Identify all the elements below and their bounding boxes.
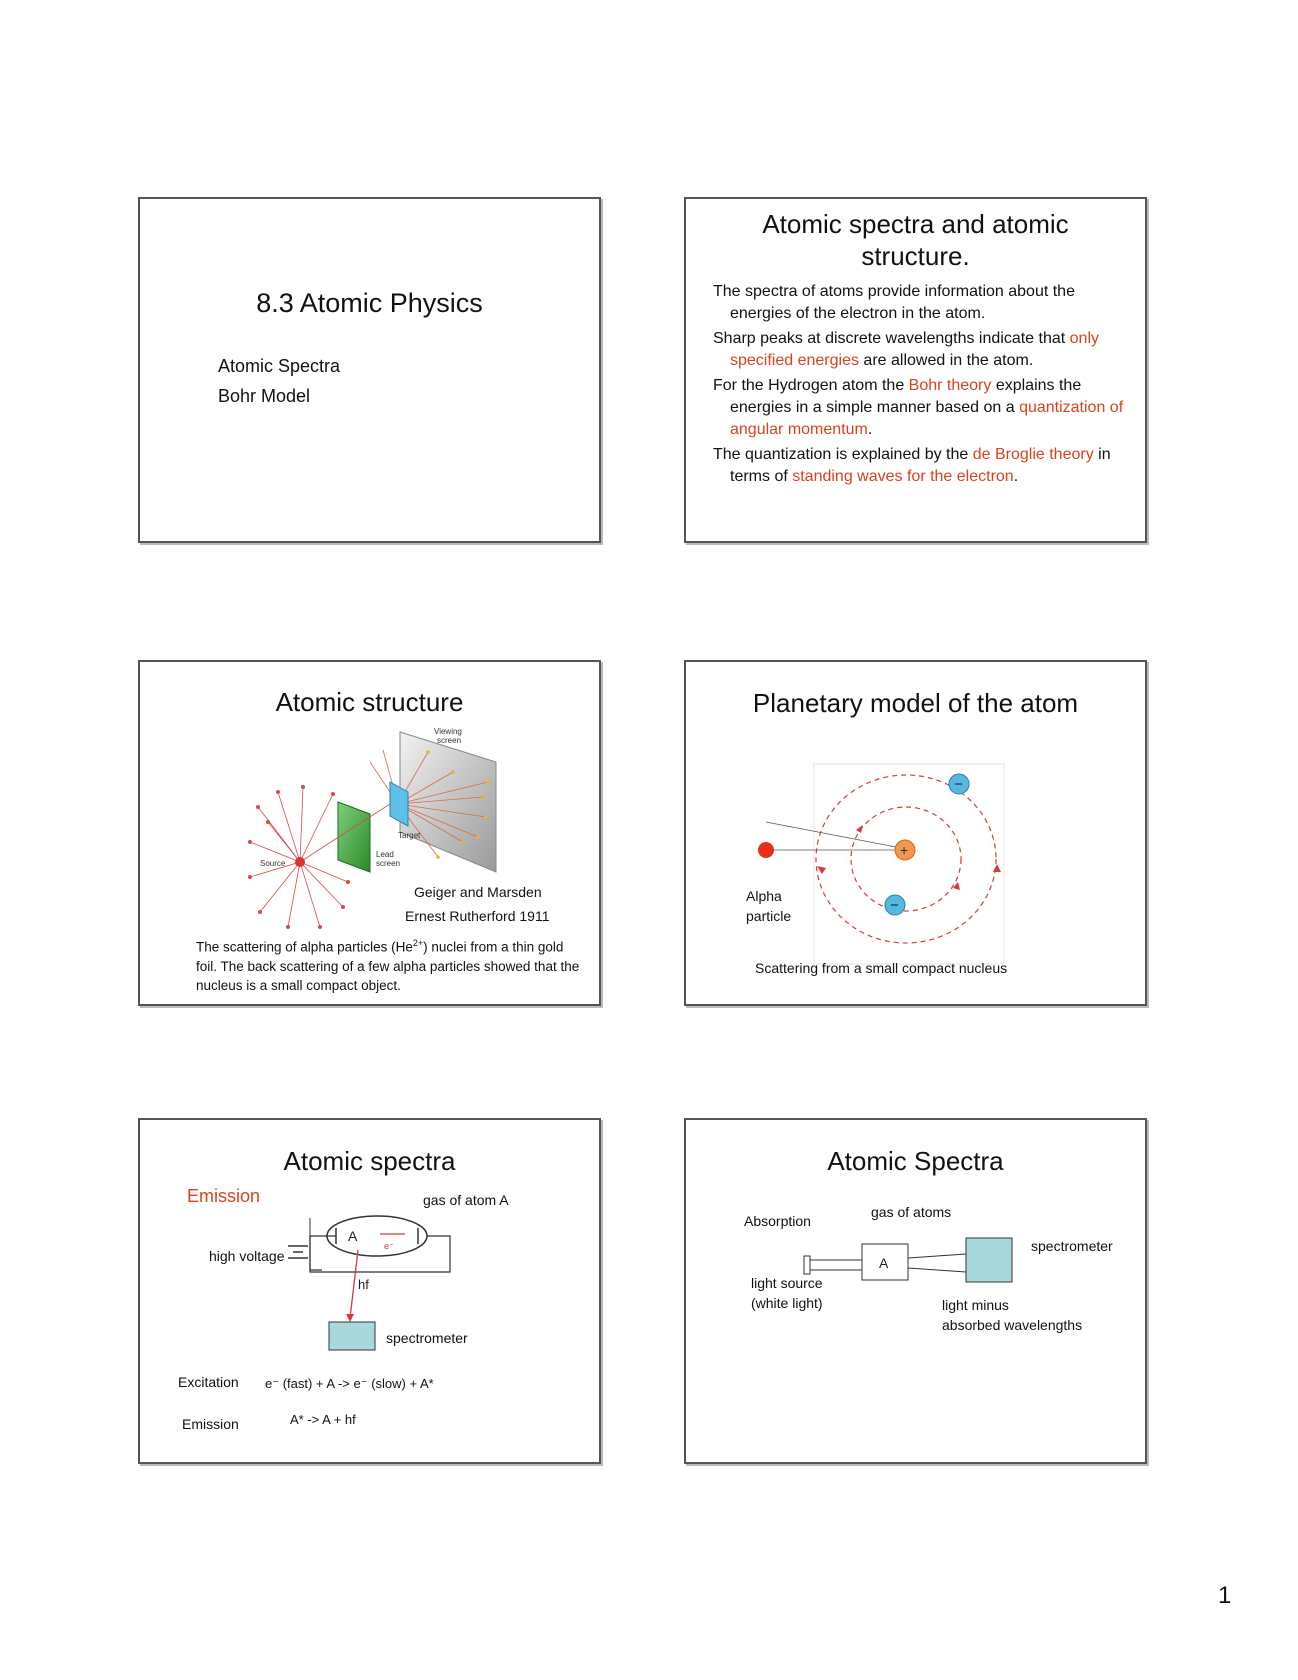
circuit-loop (310, 1218, 327, 1236)
source-label: Source (260, 859, 286, 868)
slide-atomic-spectra-absorption (684, 1118, 1147, 1464)
figure-caption (196, 934, 587, 995)
bullet-3-highlight-1: Bohr theory (908, 377, 992, 394)
slide-heading: Atomic spectra (283, 1146, 456, 1176)
viewing-screen-label-2: screen (437, 736, 462, 745)
gas-label: gas of atom A (423, 1192, 509, 1208)
slide-heading: Planetary model of the atom (752, 688, 1079, 718)
bullet-4-highlight-2: standing waves for the electron (792, 468, 1014, 485)
bullet-3-highlight-2: quantization of angular momentum (730, 399, 1124, 438)
hf-label: hf (358, 1277, 369, 1292)
alpha-particle-label-1: Alpha (746, 888, 782, 904)
light-source-label-2: (white light) (751, 1295, 823, 1311)
slide-title (138, 197, 601, 543)
light-minus-label-1: light minus (942, 1297, 1009, 1313)
credit-geiger-marsden: Geiger and Marsden (414, 884, 542, 900)
caption-superscript: 2+ (412, 938, 424, 948)
figure-caption: Scattering from a small compact nucleus (755, 960, 1008, 976)
slide-heading: Atomic spectra and atomic structure. (762, 209, 1069, 271)
spectrometer-box (329, 1322, 375, 1350)
alpha-particle (758, 842, 774, 858)
spectrometer-label: spectrometer (1031, 1238, 1113, 1254)
slide-planetary-model (684, 660, 1147, 1006)
emission-equation: A* -> A + hf (290, 1412, 356, 1427)
alpha-particle-label-2: particle (746, 908, 792, 924)
absorption-label: Absorption (744, 1213, 811, 1229)
excitation-label: Excitation (178, 1374, 239, 1390)
emission-label: Emission (182, 1416, 239, 1432)
alpha-source (295, 857, 305, 867)
lead-screen-label-1: Lead (376, 850, 394, 859)
slide-title-item-2: Bohr Model (218, 386, 311, 406)
light-source-label-1: light source (751, 1275, 823, 1291)
rutherford-experiment-figure (248, 722, 508, 932)
bullet-1-text: The spectra of atoms provide information about the energies of the electron in the atom. (713, 283, 1075, 322)
bullet-4-highlight-1: de Broglie theory (972, 446, 1094, 463)
photon-arrowhead (346, 1314, 354, 1322)
light-minus-label-2: absorbed wavelengths (942, 1317, 1083, 1333)
gas-tube (327, 1216, 427, 1256)
gas-of-atoms-label: gas of atoms (871, 1204, 952, 1220)
beam-out-top (908, 1254, 966, 1258)
slide-atomic-spectra-structure (684, 197, 1147, 543)
left-wire (310, 1228, 327, 1236)
incoming-track-upper (766, 822, 901, 848)
bullet-2 (713, 328, 1129, 372)
spectrometer-box (966, 1238, 1012, 1282)
photon-line (350, 1250, 358, 1318)
lead-screen-label-2: screen (376, 859, 401, 868)
bullet-3-b: explains the energies in a simple manner based on a (730, 377, 1082, 416)
slide-atomic-spectra-emission (138, 1118, 601, 1464)
bullet-4 (713, 444, 1129, 488)
bullet-3-c: . (867, 421, 873, 438)
caption-part-b: ) nuclei from a thin gold foil. The back scattering of a few alpha particles showed that the nucleus is a small compact object. (196, 939, 580, 993)
electron-label: e⁻ (384, 1241, 394, 1251)
target-label: Target (398, 831, 421, 840)
slide-atomic-structure (138, 660, 601, 1006)
spectrometer-label: spectrometer (386, 1330, 468, 1346)
bullet-2-highlight: only specified energies (730, 330, 1100, 369)
light-source (804, 1256, 810, 1274)
viewing-screen-label-1: Viewing (434, 727, 462, 736)
high-voltage-label: high voltage (209, 1248, 285, 1264)
bullet-2-a: Sharp peaks at discrete wavelengths indicate that (713, 330, 1070, 347)
beam-out-bottom (908, 1268, 966, 1272)
bullet-4-a: The quantization is explained by the (713, 446, 973, 463)
bullet-1 (713, 281, 1129, 325)
nucleus-plus: + (900, 842, 909, 858)
electron-inner-minus: − (890, 897, 899, 914)
caption-part-a: The scattering of alpha particles (He (196, 939, 413, 955)
bullet-3-a: For the Hydrogen atom the (713, 377, 909, 394)
gas-cell-atom: A (879, 1255, 889, 1271)
figure-frame (814, 764, 1004, 964)
bullet-2-b: are allowed in the atom. (858, 352, 1034, 369)
emission-heading: Emission (187, 1186, 261, 1206)
slide-title-item-1: Atomic Spectra (218, 356, 341, 376)
slide-heading: Atomic structure (275, 687, 464, 717)
emission-circuit (140, 1200, 603, 1380)
atom-a: A (348, 1228, 358, 1244)
slide-bullets (713, 281, 1129, 491)
electron-outer-minus: − (954, 776, 963, 793)
lead-screen-shape (338, 802, 370, 872)
viewing-screen-shape (400, 732, 496, 872)
slide-heading: Atomic Spectra (827, 1146, 1004, 1176)
excitation-equation: e⁻ (fast) + A -> e⁻ (slow) + A* (265, 1376, 434, 1391)
bullet-4-b: in terms of (730, 446, 1111, 485)
planetary-model-figure (696, 762, 1136, 982)
bullet-3 (713, 375, 1129, 441)
page-number: 1 (1218, 1582, 1232, 1609)
credit-rutherford: Ernest Rutherford 1911 (405, 908, 550, 924)
slide-title-heading: 8.3 Atomic Physics (256, 288, 483, 318)
bullet-4-c: . (1013, 468, 1019, 485)
